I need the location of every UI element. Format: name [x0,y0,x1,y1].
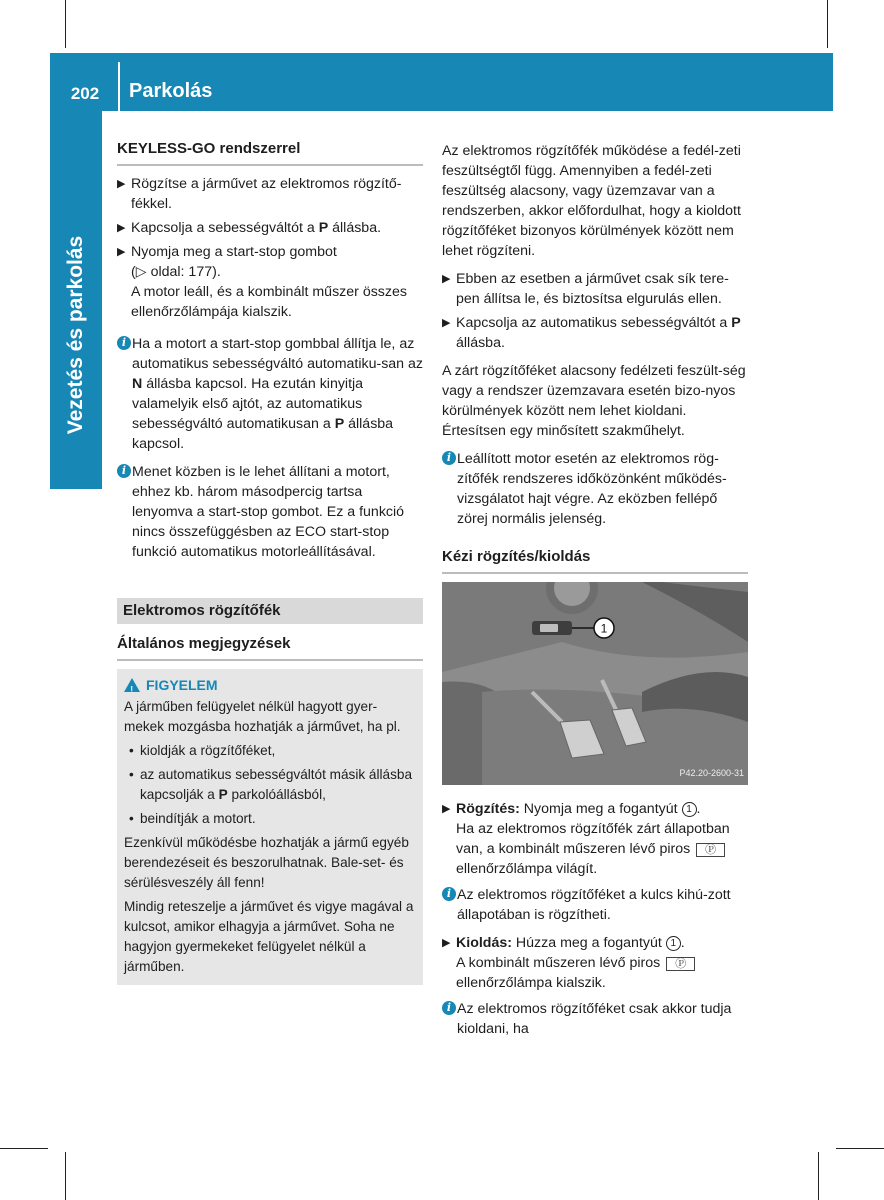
parking-brake-illustration [442,582,748,785]
info-icon: i [442,887,456,901]
crop-mark [65,1152,66,1200]
page-number: 202 [70,84,100,103]
warning-paragraph: Mindig reteszelje a járművet és vigye magával a kulcsot, amikor elhagyja a járművet. Soha ne hagyjon gyermekeket felügyelet nélkül a járműben. [124,899,414,974]
page-reference[interactable]: (▷ oldal: 177). [131,264,221,280]
info-note: i Menet közben is le lehet állítani a motort, ehhez kb. három másodpercig tartsa lenyomva a start-stop gombot. Ez a funkció nincs összefüggésben az ECO start-stop funkció automatikus motorleállításával. [117,462,423,562]
warning-box [117,669,423,985]
arrow-icon: ▶ [442,937,451,949]
arrow-icon: ▶ [117,178,126,190]
info-icon: i [117,464,131,478]
crop-mark [65,0,66,48]
figure-callout-label: 1 [600,621,608,636]
step-item: ▶ Kapcsolja az automatikus sebességváltót a P állásba. [442,315,741,351]
callout-number: 1 [682,802,697,817]
step-item: ▶ Ebben az esetben a járművet csak sík tere-pen állítsa le, és biztosítsa elgurulás ellen. [442,271,729,307]
section-heading: Elektromos rögzítőfék [117,598,423,624]
warning-paragraph: Ezenkívül működésbe hozhatják a jármű egyéb berendezéseit és beszorulhatnak. Bale-set- és sérülésveszély áll fenn! [124,835,409,890]
step-item: ▶ Kioldás: Húzza meg a fogantyút 1 . A kombinált műszeren lévő piros Ⓟ ellenőrzőlámpa kialszik. [442,933,748,993]
step-item: ▶ Nyomja meg a start-stop gombot (▷ oldal: 177). A motor leáll, és a kombinált műszer összes ellenőrzőlámpája kialszik. [117,244,407,320]
warning-list-item: • kioldják a rögzítőféket, [124,741,416,761]
left-column [117,139,423,985]
info-icon: i [442,1001,456,1015]
parking-brake-lamp-icon: Ⓟ [666,957,695,971]
warning-list-item: • beindítják a motort. [124,809,416,829]
step-item: ▶ Rögzítse a járművet az elektromos rögzítő-fékkel. [117,176,402,212]
info-note: i Az elektromos rögzítőféket csak akkor tudja kioldani, ha [442,999,748,1039]
keyless-heading: KEYLESS-GO rendszerrel [117,139,423,166]
figure-code: P42.20-2600-31 [679,768,744,778]
callout-number: 1 [666,936,681,951]
crop-mark [0,1148,48,1149]
arrow-icon: ▶ [117,222,126,234]
chapter-title: Parkolás [129,80,213,102]
parking-brake-lamp-icon: Ⓟ [696,843,725,857]
arrow-icon: ▶ [442,317,451,329]
crop-mark [836,1148,884,1149]
warning-intro: A járműben felügyelet nélkül hagyott gyer-mekek mozgásba hozhatják a járművet, ha pl. [124,699,401,734]
header-separator [118,62,120,111]
manual-heading: Kézi rögzítés/kioldás [442,547,748,574]
step-item: ▶ Kapcsolja a sebességváltót a P állásba. [117,220,382,236]
step-item: ▶ Rögzítés: Nyomja meg a fogantyút 1 . Ha az elektromos rögzítőfék zárt állapotban van, a kombinált műszeren lévő piros Ⓟ ellenőrzőlámpa világít. [442,801,730,877]
info-icon: i [117,336,131,350]
arrow-icon: ▶ [442,273,451,285]
warning-title: !FIGYELEM [124,675,416,695]
info-icon: i [442,451,456,465]
arrow-icon: ▶ [117,246,126,258]
parking-brake-figure [442,582,748,785]
info-note: i Az elektromos rögzítőféket a kulcs kihú-zott állapotában is rögzítheti. [442,885,748,925]
crop-mark [827,0,828,48]
info-note: i Leállított motor esetén az elektromos rög-zítőfék rendszeres időközönként működés-vizsgálatot hajt végre. Az eközben fellépő zörej normális jelenség. [442,449,748,529]
sub-heading: Általános megjegyzések [117,634,423,661]
right-column [442,141,748,1047]
side-tab-title: Vezetés és parkolás [64,235,87,435]
paragraph: A zárt rögzítőféket alacsony fedélzeti feszült-ség vagy a rendszer üzemzavara esetén bizo-nyos körülmények között nem lehet kioldani. Értesítsen egy minősített szakműhelyt. [442,363,746,439]
info-note: i Ha a motort a start-stop gombbal állítja le, az automatikus sebességváltó automatiku-san az N állásba kapcsol. Ha ezután kinyitja valamelyik első ajtót, az automatikus sebességváltó automatikusan a P állásba kapcsol. [117,334,423,454]
crop-mark [818,1152,819,1200]
arrow-icon: ▶ [442,803,451,815]
warning-triangle-icon [124,678,140,692]
warning-list-item: • az automatikus sebességváltót másik állásba kapcsolják a P parkolóállásból, [124,765,416,805]
paragraph: Az elektromos rögzítőfék működése a fedél-zeti feszültségtől függ. Amennyiben a fedél-zeti feszültség alacsony, vagy üzemzavar van a rendszerben, akkor előfordulhat, hogy a kioldott rögzítőféket bizonyos körülmények között nem lehet rögzíteni. [442,143,741,259]
